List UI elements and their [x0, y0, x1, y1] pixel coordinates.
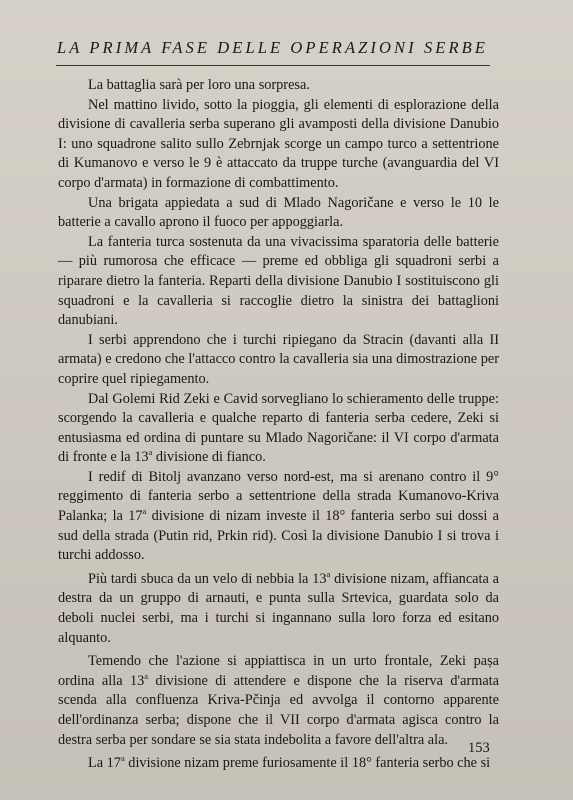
paragraph: La 17$^a$ divisione nizam preme furiosamente il 18° fanteria serbo che si [88, 753, 491, 772]
paragraph: I serbi apprendono che i turchi ripiegano da Stracin (davanti alla II armata) e credono che l'attacco contro la cavalleria sia una dimostrazione per coprire quel ripiegamento. [58, 331, 499, 387]
paragraph: Più tardi sbuca da un velo di nebbia la 13$^a$ divisione nizam, affiancata a destra da un gruppo di arnauti, e punta sulla Srtevica, guardata solo da deboli nuclei serbi, ma i turchi si ingannano sulla loro forza ed esitano alquanto. [58, 569, 500, 646]
paragraph: I redif di Bitolj avanzano verso nord-est, ma si arenano contro il 9° reggimento di fanteria serbo a settentrione della strada Kumanovo-Kriva Palanka; la 17$^a$ divisione di nizam investe il 18° fanteria serbo sui dossi a sud della strada (Putin rid, Prkin rid). Così la divisione Danubio I si trova i turchi addosso. [58, 468, 499, 564]
page-number: 153 [468, 740, 490, 756]
page-body [58, 76, 499, 774]
paragraph: Nel mattino livido, sotto la pioggia, gli elementi di esplorazione della divisione di cavalleria serba superano gli avamposti della divisione Danubio I: uno squadrone salito sullo Zebrnjak scorge un campo turco a settentrione di Kumanovo e verso le 9 è attaccato da truppe turche (avanguardia del VI corpo d'armata) in formazione di combattimento. [58, 96, 499, 191]
running-head: LA PRIMA FASE DELLE OPERAZIONI SERBE [56, 38, 489, 57]
paragraph: La battaglia sarà per loro una sorpresa. [88, 77, 310, 93]
paragraph: Dal Golemi Rid Zeki e Cavid sorvegliano lo schieramento delle truppe: scorgendo la cavalleria e qualche reparto di fanteria serba cedere, Zeki si entusiasma ed ordina di puntare su Mlado Nagoričane: il VI corpo d'armata di fronte e la 13$^a$ divisione di fianco. [58, 390, 499, 466]
paragraph: La fanteria turca sostenuta da una vivacissima sparatoria delle batterie — più rumorosa che efficace — preme ed obbliga gli squadroni serbi a riparare dietro la fanteria. Reparti della divisione Danubio I sostituiscono gli squadroni e la cavalleria si raccoglie dietro la sinistra dei battaglioni danubiani. [58, 233, 499, 329]
paragraph: Una brigata appiedata a sud di Mlado Nagoričane e verso le 10 le batterie a cavallo aprono il fuoco per appoggiarla. [58, 194, 499, 231]
paragraph: Temendo che l'azione si appiattisca in un urto frontale, Zeki pașa ordina alla 13$^a$ divisione di attendere e dispone che la riserva d'armata scenda alla confluenza Kriva-Pčinja ed avvolga il contorno apparente dell'ordinanza serba; dispone che il VII corpo d'armata agisca contro la destra serba per sondare se sia stata indebolita a favore dell'altra ala. [58, 653, 499, 748]
header-rule [56, 65, 490, 66]
